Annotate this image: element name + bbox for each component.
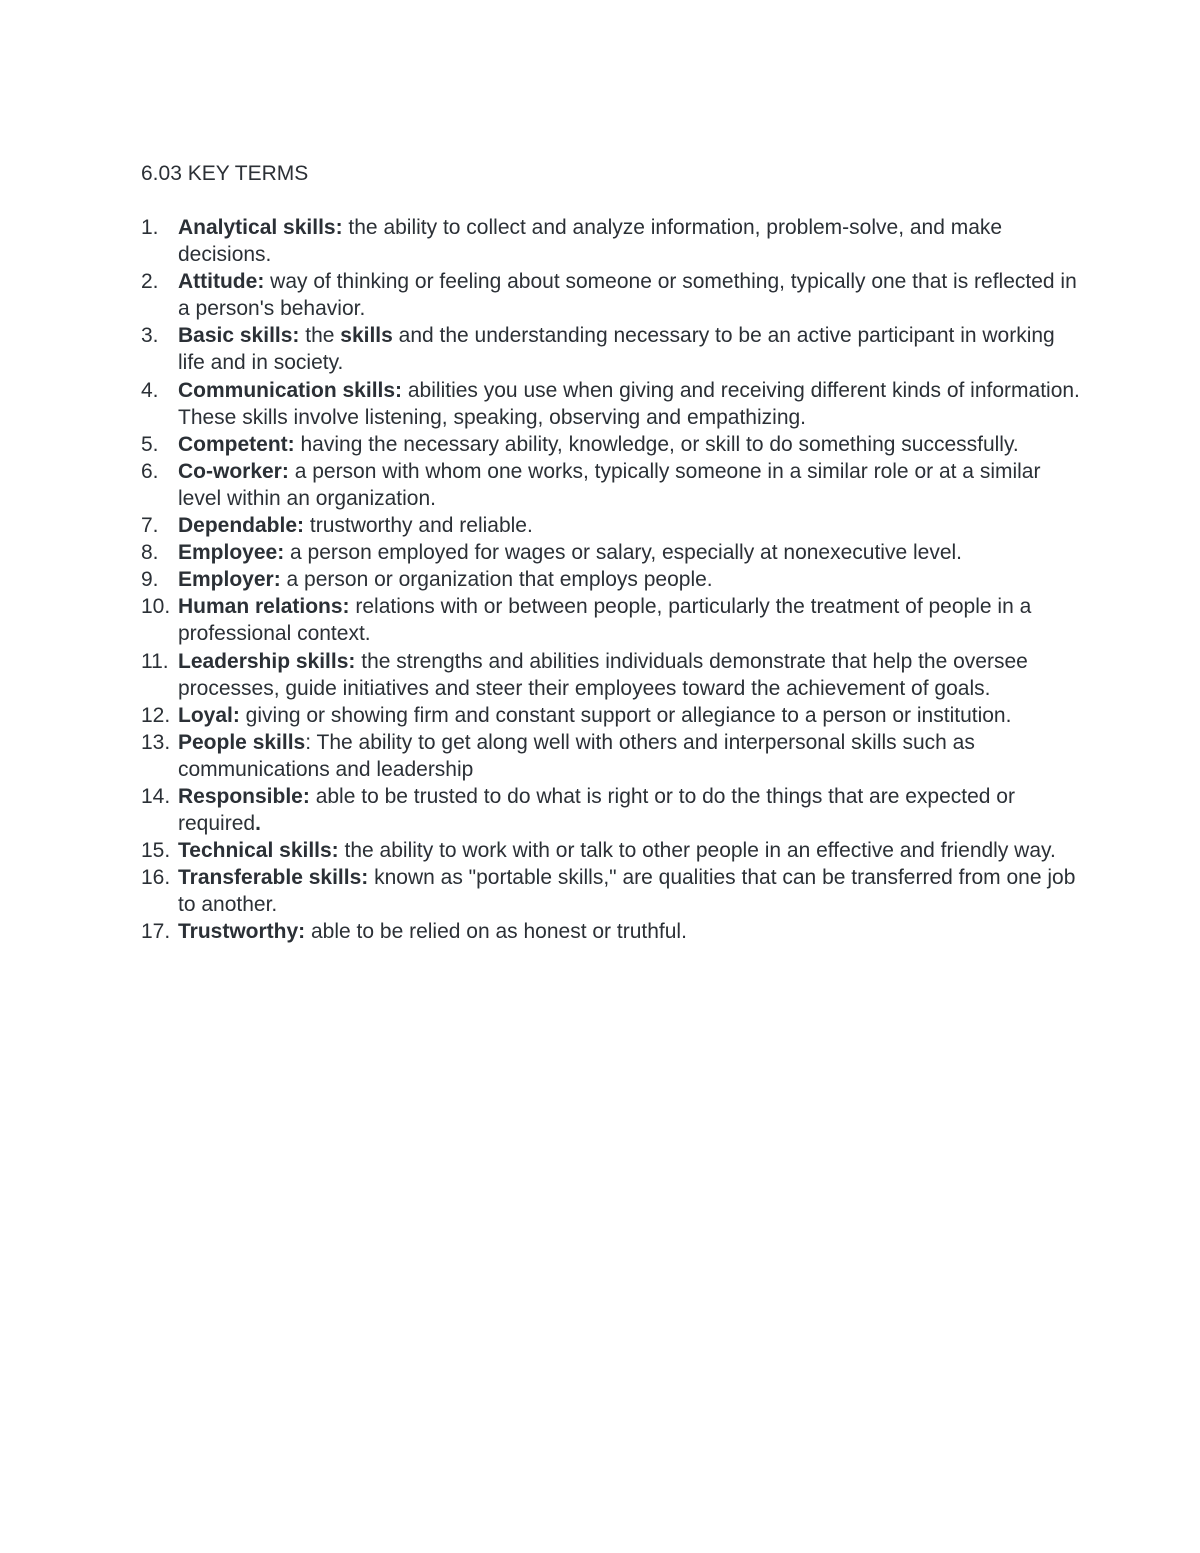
- list-item-number: 17.: [141, 920, 171, 944]
- term-definition: a person employed for wages or salary, especially at nonexecutive level.: [284, 541, 963, 565]
- term-name: People skills: [178, 730, 306, 754]
- term-name: Co-worker:: [178, 459, 289, 483]
- term-name: Basic skills:: [178, 324, 300, 348]
- term-definition: .: [255, 812, 261, 836]
- term-name: Loyal:: [178, 703, 240, 727]
- term-definition: the ability to collect and analyze information, problem-solve, and make decisions.: [178, 216, 1003, 267]
- term-name: Analytical skills:: [178, 216, 343, 239]
- list-item-number: 5.: [141, 432, 159, 456]
- term-definition: the strengths and abilities individuals demonstrate that help the oversee processes, guide initiatives and steer their employees toward the achievement of goals.: [178, 649, 1028, 700]
- list-item-number: 14.: [141, 784, 171, 808]
- list-item: [141, 322, 1081, 376]
- list-item: [141, 648, 1081, 702]
- list-item-number: 7.: [141, 514, 159, 538]
- list-item-number: 3.: [141, 324, 159, 348]
- list-item: [141, 918, 1081, 945]
- list-item: [141, 783, 1081, 837]
- list-item: [141, 214, 1081, 268]
- page-title: 6.03 KEY TERMS: [141, 162, 309, 185]
- term-definition: giving or showing firm and constant support or allegiance to a person or institution.: [239, 703, 1012, 727]
- list-item-number: 9.: [141, 568, 159, 592]
- term-definition: : The ability to get along well with others and interpersonal skills such as communications and leadership: [178, 730, 975, 781]
- list-item: [141, 864, 1081, 918]
- list-item-number: 15.: [141, 839, 171, 863]
- list-item: [141, 837, 1081, 864]
- term-name: Employer:: [178, 568, 281, 592]
- term-definition: able to be relied on as honest or truthful.: [305, 920, 687, 944]
- term-definition: abilities you use when giving and receiving different kinds of information. These skills involve listening, speaking, observing and empathizing.: [178, 378, 1080, 429]
- term-definition: and the understanding necessary to be an active participant in working life and in society.: [178, 324, 1055, 375]
- key-terms-list: [141, 214, 1081, 946]
- list-item-number: 10.: [141, 595, 171, 619]
- list-item: [141, 566, 1081, 593]
- term-name: Communication skills:: [178, 378, 403, 402]
- list-item: [141, 729, 1081, 783]
- term-definition: trustworthy and reliable.: [304, 514, 533, 538]
- list-item-number: 6.: [141, 459, 159, 483]
- term-name: Human relations:: [178, 595, 350, 619]
- list-item-number: 4.: [141, 378, 159, 402]
- list-item: [141, 431, 1081, 458]
- term-definition: a person with whom one works, typically someone in a similar role or at a similar level within an organization.: [178, 459, 1041, 510]
- term-definition: the: [299, 324, 341, 348]
- list-item: [141, 268, 1081, 322]
- term-definition: the ability to work with or talk to other people in an effective and friendly way.: [338, 839, 1056, 863]
- term-definition: relations with or between people, particularly the treatment of people in a professional context.: [178, 595, 1032, 646]
- term-definition: way of thinking or feeling about someone or something, typically one that is reflected in a person's behavior.: [178, 270, 1077, 321]
- term-definition: a person or organization that employs people.: [280, 568, 713, 592]
- list-item: [141, 593, 1081, 647]
- list-item-number: 2.: [141, 270, 159, 294]
- list-item: [141, 702, 1081, 729]
- list-item: [141, 377, 1081, 431]
- term-name: Transferable skills:: [178, 866, 369, 890]
- term-definition: known as "portable skills," are qualities that can be transferred from one job to another.: [178, 866, 1076, 917]
- list-item-number: 13.: [141, 730, 171, 754]
- term-definition: able to be trusted to do what is right or to do the things that are expected or required: [178, 784, 1015, 836]
- term-name: Technical skills:: [178, 839, 339, 863]
- term-definition: having the necessary ability, knowledge, or skill to do something successfully.: [294, 432, 1019, 456]
- list-item-number: 16.: [141, 866, 171, 890]
- list-item: [141, 458, 1081, 512]
- list-item-number: 12.: [141, 703, 171, 727]
- list-item-number: 11.: [141, 649, 169, 673]
- term-name: Competent:: [178, 432, 295, 456]
- term-name: Responsible:: [178, 784, 310, 808]
- term-name: Leadership skills:: [178, 649, 356, 673]
- list-item-number: 1.: [141, 216, 159, 239]
- term-name: Dependable:: [178, 514, 305, 538]
- list-item-number: 8.: [141, 541, 159, 565]
- term-definition: skills: [340, 324, 393, 348]
- term-name: Trustworthy:: [178, 920, 306, 944]
- term-name: Attitude:: [178, 270, 265, 294]
- term-name: Employee:: [178, 541, 285, 565]
- list-item: [141, 512, 1081, 539]
- list-item: [141, 539, 1081, 566]
